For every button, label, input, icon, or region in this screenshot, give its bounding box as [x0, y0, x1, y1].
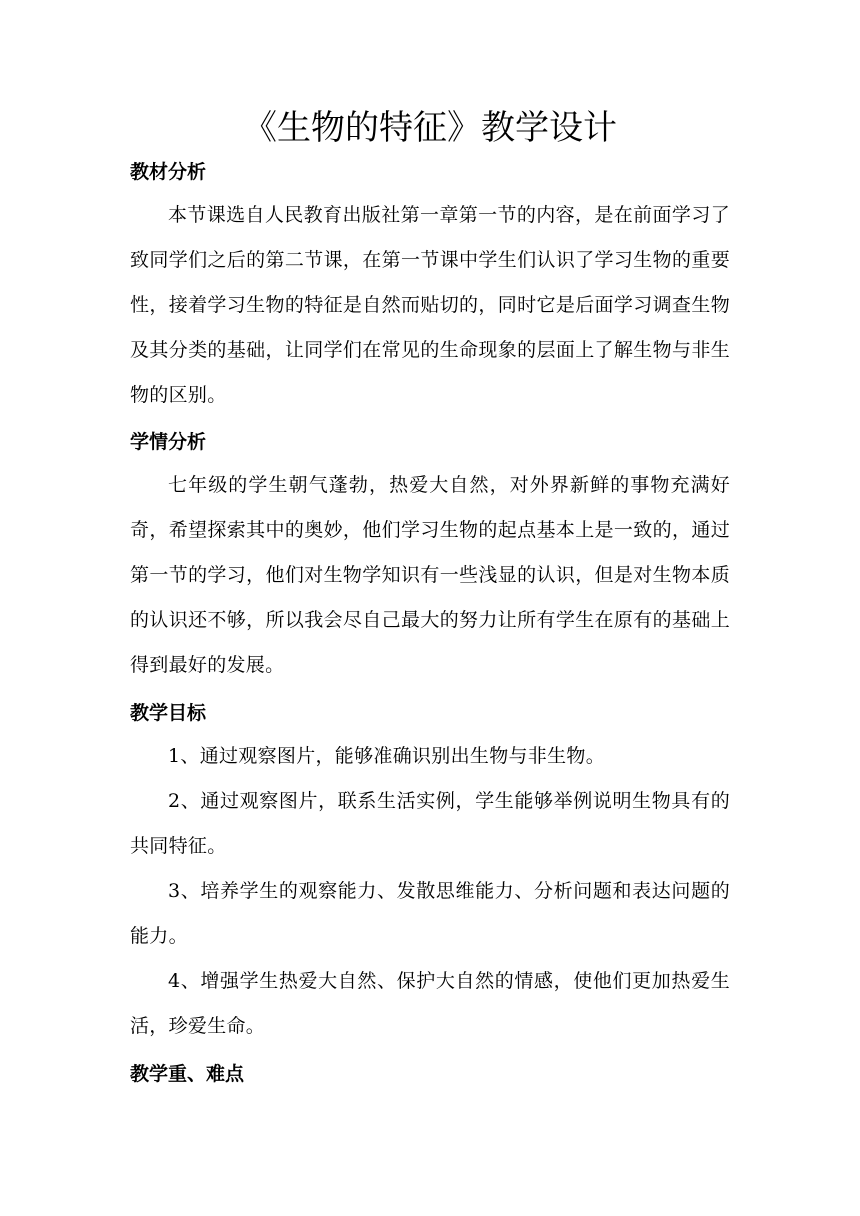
objective-item-1: 1、通过观察图片，能够准确识别出生物与非生物。	[168, 745, 605, 767]
section-heading-learner-analysis: 学情分析	[130, 431, 207, 453]
objective-item-2: 2、通过观察图片，联系生活实例，学生能够举例说明生物具有的共同特征。	[130, 790, 730, 857]
objective-item-4: 4、增强学生热爱大自然、保护大自然的情感，使他们更加热爱生活，珍爱生命。	[130, 970, 730, 1037]
section-heading-teaching-objectives: 教学目标	[130, 702, 207, 724]
paragraph-learner-analysis: 七年级的学生朝气蓬勃，热爱大自然，对外界新鲜的事物充满好奇，希望探索其中的奥妙，他们学习生物的起点基本上是一致的，通过第一节的学习，他们对生物学知识有一些浅显的认识，但是对生物本质的认识还不够，所以我会尽自己最大的努力让所有学生在原有的基础上得到最好的发展。	[130, 474, 730, 676]
section-heading-textbook-analysis: 教材分析	[130, 161, 207, 183]
document-page	[130, 0, 730, 1216]
paragraph-textbook-analysis: 本节课选自人民教育出版社第一章第一节的内容，是在前面学习了致同学们之后的第二节课，在第一节课中学生们认识了学习生物的重要性，接着学习生物的特征是自然而贴切的，同时它是后面学习调查生物及其分类的基础，让同学们在常见的生命现象的层面上了解生物与非生物的区别。	[130, 204, 730, 406]
document-title: 《生物的特征》教学设计	[243, 108, 617, 148]
objective-item-3: 3、培养学生的观察能力、发散思维能力、分析问题和表达问题的能力。	[130, 880, 730, 947]
section-heading-key-difficult-points: 教学重、难点	[130, 1063, 245, 1085]
